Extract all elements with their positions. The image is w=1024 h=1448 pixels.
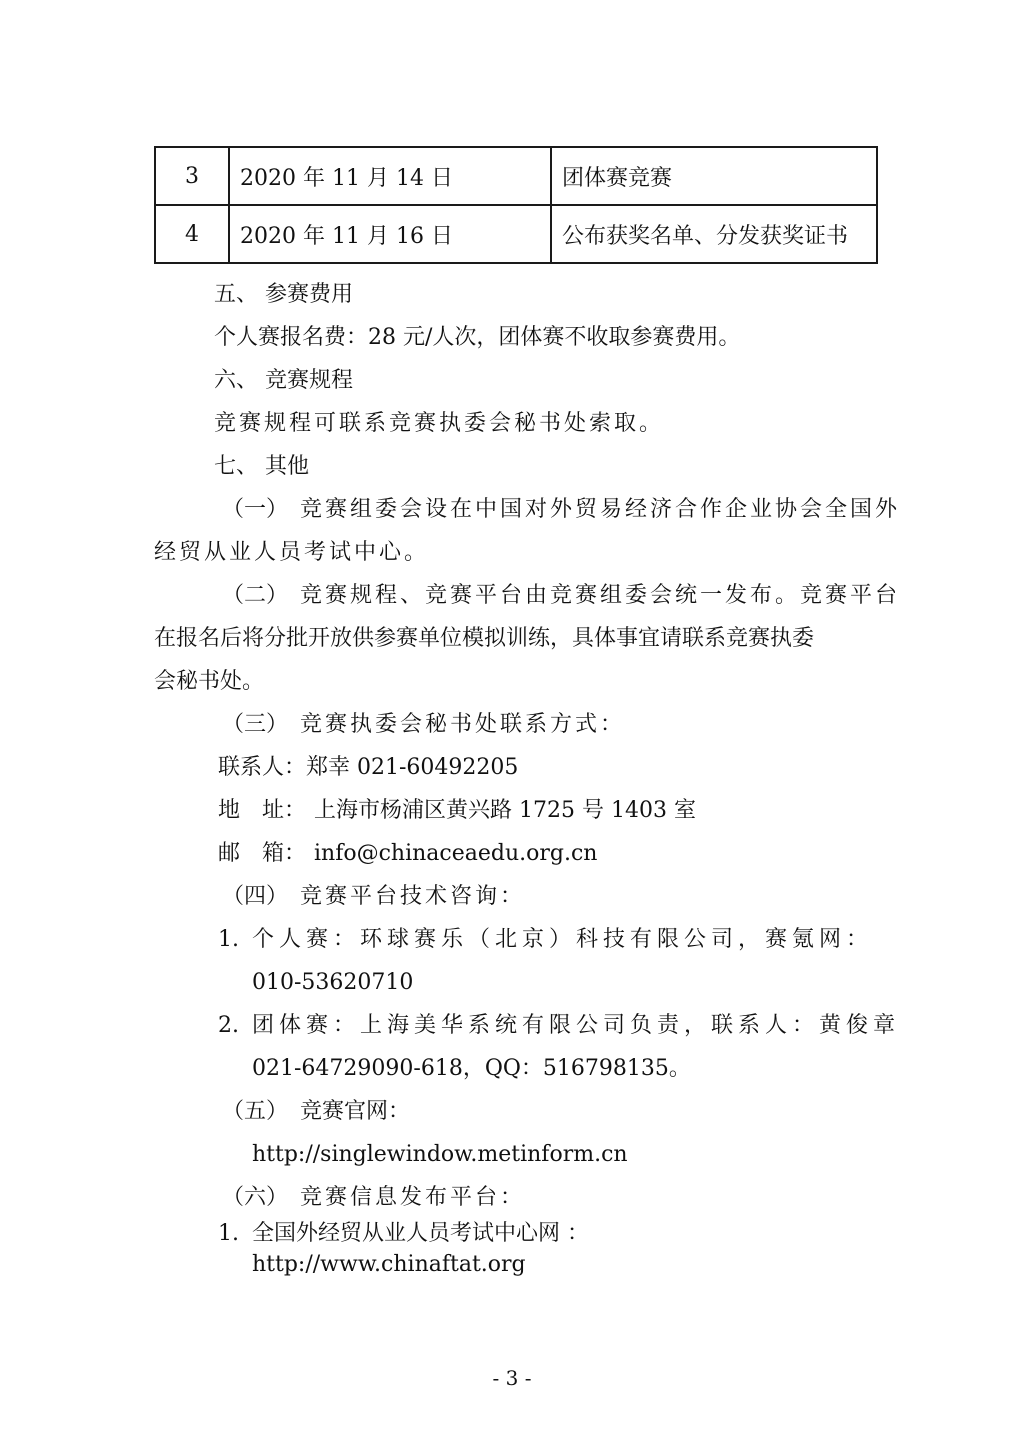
- item4-sub2-line1: 团体赛：上海美华系统有限公司负责，联系人：黄俊章: [252, 1013, 901, 1038]
- row-number: 4: [155, 205, 229, 263]
- contact-person: 联系人：郑幸 021-60492205: [218, 755, 519, 780]
- list-number: 1.: [218, 927, 239, 952]
- item2-line2: 在报名后将分批开放供参赛单位模拟训练，具体事宜请联系竞赛执委: [154, 626, 815, 651]
- table-row: [155, 205, 877, 263]
- item1-line2: 经贸从业人员考试中心。: [154, 540, 430, 565]
- item-label: （三）: [222, 712, 289, 737]
- item-label: （六）: [222, 1185, 289, 1210]
- address-text: 上海市杨浦区黄兴路 1725 号 1403 室: [314, 798, 696, 823]
- section-heading-fee: 五、 参赛费用: [214, 282, 353, 307]
- item2-line3: 会秘书处。: [154, 669, 265, 694]
- section-heading-other: 七、 其他: [214, 454, 309, 479]
- item3-title: 竞赛执委会秘书处联系方式：: [300, 712, 626, 737]
- list-number: 1.: [218, 1221, 239, 1246]
- item6-title: 竞赛信息发布平台：: [300, 1185, 526, 1210]
- row-event: 团体赛竞赛: [551, 147, 877, 205]
- item2-line1: 竞赛规程、竞赛平台由竞赛组委会统一发布。竞赛平台: [300, 583, 901, 608]
- item-label: （一）: [222, 497, 289, 522]
- address-label: 地 址：: [218, 798, 307, 823]
- item4-sub2-line2: 021-64729090-618，QQ：516798135。: [252, 1056, 691, 1081]
- rules-text: 竞赛规程可联系竞赛执委会秘书处索取。: [214, 411, 665, 436]
- row-event: 公布获奖名单、分发获奖证书: [551, 205, 877, 263]
- email-link[interactable]: info@chinaceaedu.org.cn: [314, 841, 598, 866]
- schedule-table: [154, 146, 878, 264]
- fee-text: 个人赛报名费：28 元/人次，团体赛不收取参赛费用。: [214, 325, 741, 350]
- item4-title: 竞赛平台技术咨询：: [300, 884, 526, 909]
- item4-sub1-line1: 个人赛：环球赛乐（北京）科技有限公司，赛氪网：: [252, 927, 874, 952]
- info-platform-link[interactable]: http://www.chinaftat.org: [252, 1252, 526, 1277]
- item-label: （四）: [222, 884, 289, 909]
- page-number: - 3 -: [492, 1366, 532, 1390]
- item6-sub1-line1: 全国外经贸从业人员考试中心网 ：: [252, 1221, 589, 1246]
- item5-title: 竞赛官网：: [300, 1099, 411, 1124]
- email-label: 邮 箱：: [218, 841, 307, 866]
- item-label: （五）: [222, 1099, 289, 1124]
- row-date: 2020 年 11 月 14 日: [229, 147, 551, 205]
- row-date: 2020 年 11 月 16 日: [229, 205, 551, 263]
- item-label: （二）: [222, 583, 289, 608]
- row-number: 3: [155, 147, 229, 205]
- list-number: 2.: [218, 1013, 239, 1038]
- item1-line1: 竞赛组委会设在中国对外贸易经济合作企业协会全国外: [300, 497, 901, 522]
- table-row: [155, 147, 877, 205]
- section-heading-rules: 六、 竞赛规程: [214, 368, 353, 393]
- official-site-link[interactable]: http://singlewindow.metinform.cn: [252, 1142, 628, 1167]
- item4-sub1-line2: 010-53620710: [252, 970, 414, 995]
